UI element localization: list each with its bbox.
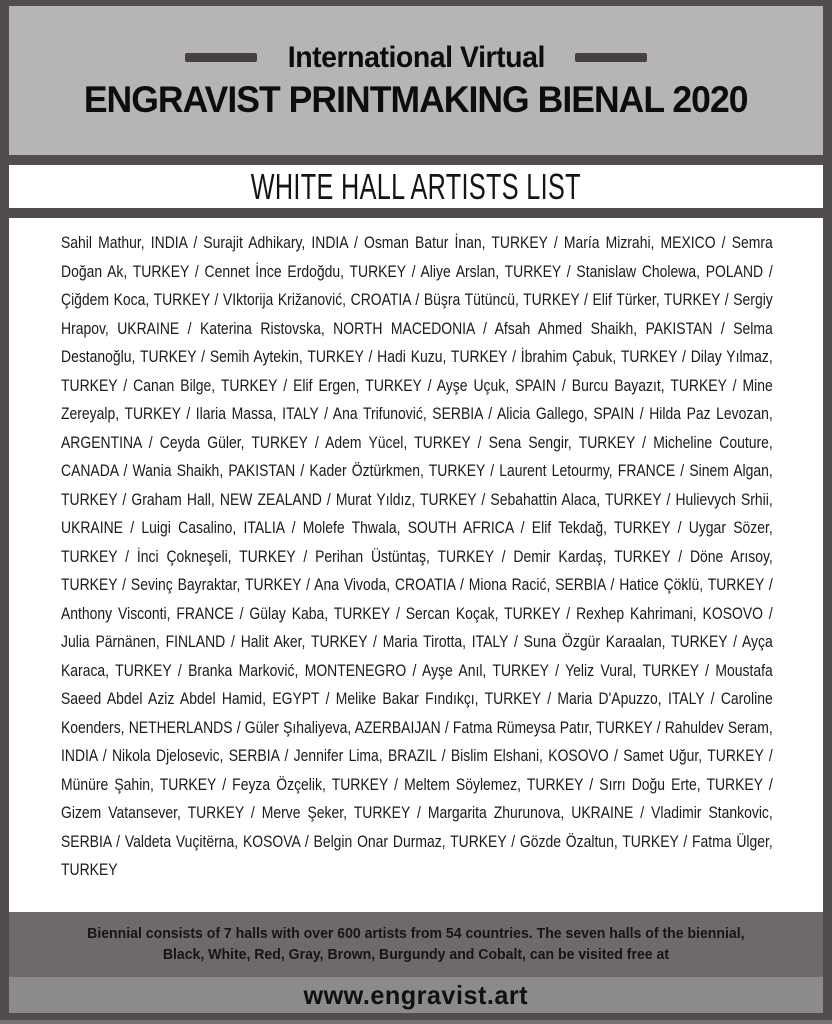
artist-list-section: [9, 218, 823, 912]
footer-line-2: Black, White, Red, Gray, Brown, Burgundy and Cobalt, can be visited free at: [162, 946, 670, 963]
artist-list: Sahil Mathur, INDIA / Surajit Adhikary, INDIA / Osman Batur İnan, TURKEY / María Mizrahi, MEXICO / Semra Doğan Ak, TURKEY / Cennet İnce Erdoğdu, TURKEY / Aliye Arslan, TURKEY / Stanislaw Cholewa, POLAND / Çiğdem Koca, TURKEY / VIktorija Križanović, CROATIA / Büşra Tütüncü, TURKEY / Elif Türker, TURKEY / Sergiy Hrapov, UKRAINE / Katerina Ristovska, NORTH MACEDONIA / Afsah Ahmed Shaikh, PAKISTAN / Selma Destanoğlu, TURKEY / Semih Aytekin, TURKEY / Hadi Kuzu, TURKEY / İbrahim Çabuk, TURKEY / Dilay Yılmaz, TURKEY / Canan Bilge, TURKEY / Elif Ergen, TURKEY / Ayşe Uçuk, SPAIN / Burcu Bayazıt, TURKEY / Mine Zereyalp, TURKEY / Ilaria Massa, ITALY / Ana Trifunović, SERBIA / Alicia Gallego, SPAIN / Hilda Paz Levozan, ARGENTINA / Ceyda Güler, TURKEY / Adem Yücel, TURKEY / Sena Sengir, TURKEY / Micheline Couture, CANADA / Wania Shaikh, PAKISTAN / Kader Öztürkmen, TURKEY / Laurent Letourmy, FRANCE / Sinem Algan, TURKEY / Graham Hall, NEW ZEALAND / Murat Yıldız, TURKEY / Sebahattin Alaca, TURKEY / Hulievych Srhii, UKRAINE / Luigi Casalino, ITALIA / Molefe Thwala, SOUTH AFRICA / Elif Tekdağ, TURKEY / Uygar Sözer, TURKEY / İnci Çokneşeli, TURKEY / Perihan Üstüntaş, TURKEY / Demir Kardaş, TURKEY / Döne Arısoy, TURKEY / Sevinç Bayraktar, TURKEY / Ana Vivoda, CROATIA / Miona Racić, SERBIA / Hatice Çöklü, TURKEY / Anthony Visconti, FRANCE / Gülay Kaba, TURKEY / Sercan Koçak, TURKEY / Rexhep Kahrimani, KOSOVO / Julia Pärnänen, FINLAND / Halit Aker, TURKEY / Maria Tirotta, ITALY / Suna Özgür Karaalan, TURKEY / Ayça Karaca, TURKEY / Branka Marković, MONTENEGRO / Ayşe Anıl, TURKEY / Yeliz Vural, TURKEY / Moustafa Saeed Abdel Aziz Abdel Hamid, EGYPT / Melike Bakar Fındıkçı, TURKEY / Maria D'Apuzzo, ITALY / Caroline Koenders, NETHERLANDS / Güler Şıhaliyeva, AZERBAIJAN / Fatma Rümeysa Patır, TURKEY / Rahuldev Seram, INDIA / Nikola Djelosevic, SERBIA / Jennifer Lima, BRAZIL / Bislim Elshani, KOSOVO / Samet Uğur, TURKEY / Münüre Şahin, TURKEY / Feyza Özçelik, TURKEY / Meltem Söylemez, TURKEY / Sırrı Doğu Erte, TURKEY / Gizem Vatansever, TURKEY / Merve Şeker, TURKEY / Margarita Zhurunova, UKRAINE / Vladimir Stankovic, SERBIA / Valdeta Vuçitërna, KOSOVA / Belgin Onar Durmaz, TURKEY / Gözde Özaltun, TURKEY / Fatma Ülger, TURKEY: [61, 233, 773, 879]
main-title: ENGRAVIST PRINTMAKING BIENAL 2020: [84, 78, 748, 120]
footer-line-1: Biennial consists of 7 halls with over 600 artists from 54 countries. The seven halls of the biennial,: [87, 925, 745, 942]
dash-left-icon: [185, 53, 257, 62]
bottom-edge: [0, 1020, 832, 1024]
pretitle: International Virtual: [287, 40, 545, 74]
dash-right-icon: [575, 53, 647, 62]
subheader-band: [9, 165, 823, 208]
pretitle-row: [161, 41, 672, 75]
website-band: [9, 977, 823, 1013]
footer-band: [9, 912, 823, 977]
website-text: www.engravist.art: [303, 979, 529, 1010]
header-band: [9, 6, 823, 155]
hall-list-title: WHITE HALL ARTISTS LIST: [250, 165, 582, 207]
